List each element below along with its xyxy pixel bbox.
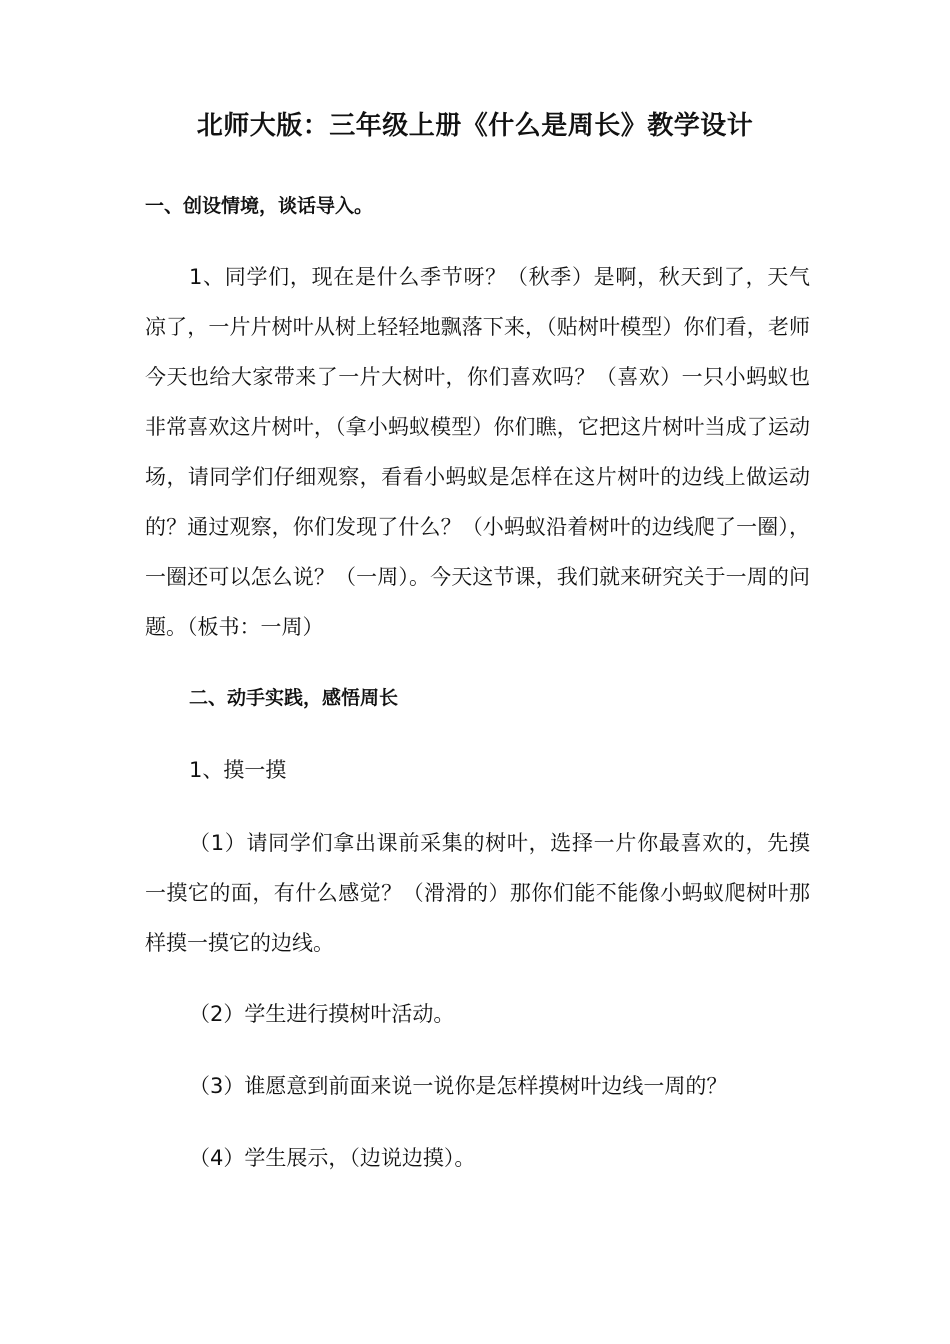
step4-line: （4）学生展示，（边说边摸）。	[189, 1146, 476, 1170]
step2-line: （2）学生进行摸树叶活动。	[189, 1002, 455, 1026]
section2-subheading: 1、摸一摸	[189, 758, 287, 782]
document-title: 北师大版：三年级上册《什么是周长》教学设计	[196, 111, 754, 141]
step3-line: （3）谁愿意到前面来说一说你是怎样摸树叶边线一周的？	[189, 1074, 728, 1098]
section1-paragraph: 1、同学们，现在是什么季节呀？（秋季）是啊，秋天到了，天气凉了，一片片树叶从树上轻轻地飘落下来，（贴树叶模型）你们看，老师今天也给大家带来了一片大树叶，你们喜欢吗？（喜欢）一只小蚂蚁也非常喜欢这片树叶，（拿小蚂蚁模型）你们瞧，它把这片树叶当成了运动场，请同学们仔细观察，看看小蚂蚁是怎样在这片树叶的边线上做运动的？通过观察，你们发现了什么？（小蚂蚁沿着树叶的边线爬了一圈），一圈还可以怎么说？（一周）。今天这节课，我们就来研究关于一周的问题。（板书：一周）	[145, 265, 810, 639]
section1-heading: 一、创设情境，谈话导入。	[145, 195, 374, 217]
section2-heading: 二、动手实践，感悟周长	[189, 687, 399, 709]
step1-paragraph: （1）请同学们拿出课前采集的树叶，选择一片你最喜欢的，先摸一摸它的面，有什么感觉？（滑滑的）那你们能不能像小蚂蚁爬树叶那样摸一摸它的边线。	[145, 831, 810, 955]
